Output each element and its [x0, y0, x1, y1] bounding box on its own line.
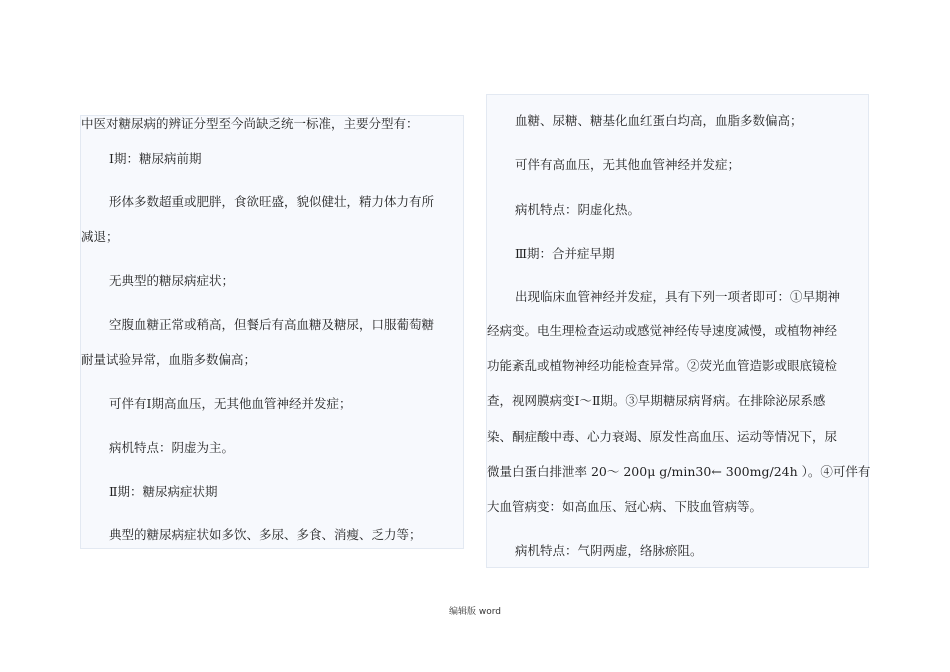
right-text-column — [486, 94, 869, 568]
stage-3-para-1-line-6: 微量白蛋白排泄率 20～ 200μ g/min30← 300mg/24h ）。④可伴有 — [487, 464, 871, 479]
stage-1-para-4: 可伴有Ⅰ期高血压，无其他血管神经并发症； — [109, 396, 352, 411]
stage-1-pathogenesis: 病机特点：阴虚为主。 — [109, 440, 235, 455]
stage-3-para-1-line-5: 染、酮症酸中毒、心力衰竭、原发性高血压、运动等情况下，尿 — [487, 429, 838, 444]
stage-2-para-3: 可伴有高血压，无其他血管神经并发症； — [515, 157, 741, 172]
stage-1-para-1-line-1: 形体多数超重或肥胖，食欲旺盛，貌似健壮，精力体力有所 — [109, 194, 435, 209]
stage-3-para-1-line-2: 经病变。电生理检查运动或感觉神经传导速度减慢，或植物神经 — [487, 323, 838, 338]
stage-2-para-1: 典型的糖尿病症状如多饮、多尿、多食、消瘦、乏力等； — [109, 527, 422, 542]
stage-2-heading: Ⅱ期：糖尿病症状期 — [109, 484, 218, 499]
stage-3-heading: Ⅲ期：合并症早期 — [515, 246, 615, 261]
stage-1-para-2: 无典型的糖尿病症状； — [109, 273, 235, 288]
stage-1-para-3-line-2: 耐量试验异常，血脂多数偏高； — [81, 352, 257, 367]
left-text-column — [80, 115, 464, 549]
stage-2-para-2: 血糖、尿糖、糖基化血红蛋白均高，血脂多数偏高； — [515, 113, 803, 128]
page-footer: 编辑版 word — [449, 607, 501, 617]
intro-line: 中医对糖尿病的辨证分型至今尚缺乏统一标准，主要分型有： — [81, 116, 419, 131]
stage-1-heading: Ⅰ期：糖尿病前期 — [109, 151, 202, 166]
stage-3-para-1-line-4: 查，视网膜病变Ⅰ～Ⅱ期。③早期糖尿病肾病。在排除泌尿系感 — [487, 393, 826, 408]
stage-3-para-1-line-1: 出现临床血管神经并发症，具有下列一项者即可：①早期神 — [515, 289, 841, 304]
stage-3-para-1-line-7: 大血管病变：如高血压、冠心病、下肢血管病等。 — [487, 499, 763, 514]
stage-1-para-3-line-1: 空腹血糖正常或稍高，但餐后有高血糖及糖尿，口服葡萄糖 — [109, 317, 435, 332]
stage-3-para-1-line-3: 功能紊乱或植物神经功能检查异常。②荧光血管造影或眼底镜检 — [487, 358, 838, 373]
stage-1-para-1-line-2: 减退； — [81, 229, 119, 244]
stage-3-pathogenesis: 病机特点：气阴两虚，络脉瘀阻。 — [515, 543, 703, 558]
stage-2-pathogenesis: 病机特点：阴虚化热。 — [515, 202, 641, 217]
